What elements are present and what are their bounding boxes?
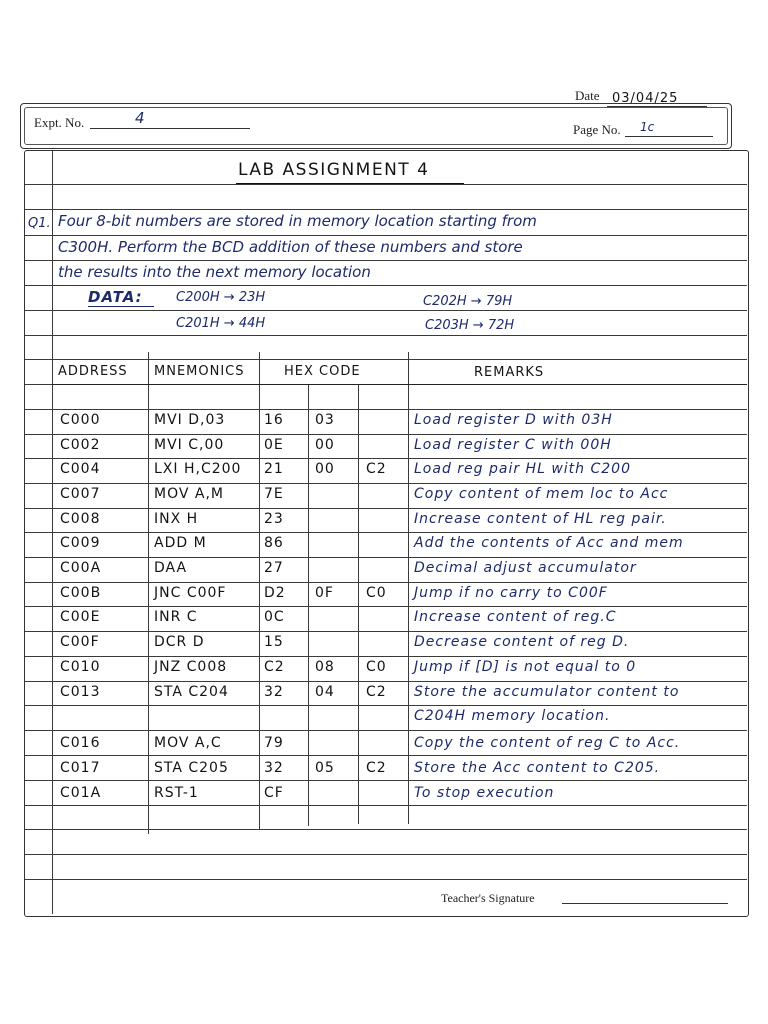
table-row: C00F DCR D 15 Decrease content of reg D.: [60, 634, 630, 650]
table-row: C009 ADD M 86 Add the contents of Acc and mem: [60, 535, 684, 551]
expt-label: Expt. No.: [34, 115, 85, 130]
header-address: ADDRESS: [58, 364, 128, 379]
header-hex-code: HEX CODE: [284, 364, 361, 379]
expt-underline: [90, 128, 250, 129]
data-entry-4: C203H → 72H: [425, 318, 515, 333]
title-underline: [236, 183, 464, 184]
table-row: C00A DAA 27 Decimal adjust accumulator: [60, 560, 637, 576]
data-entry-1: C200H → 23H: [176, 290, 266, 305]
expt-value: 4: [135, 109, 145, 127]
table-row: C204H memory location.: [414, 708, 611, 724]
page-label: Page No.: [573, 122, 621, 137]
date-underline: [607, 106, 707, 107]
table-row: C000 MVI D,03 16 03 Load register D with 03H: [60, 412, 613, 428]
data-label-underline: [88, 306, 154, 307]
table-row: C016 MOV A,C 79 Copy the content of reg C to Acc.: [60, 735, 681, 751]
header-box-inner: [24, 107, 728, 145]
header-remarks: REMARKS: [474, 365, 545, 380]
date-value: 03/04/25: [612, 91, 679, 106]
table-row: C01A RST-1 CF To stop execution: [60, 785, 555, 801]
page-value: 1c: [640, 120, 655, 134]
date-label: Date: [575, 88, 600, 103]
question-line-1: Four 8-bit numbers are stored in memory location starting from: [58, 212, 537, 230]
question-marker: Q1.: [28, 216, 51, 231]
header-mnemonics: MNEMONICS: [154, 364, 245, 379]
page-title: LAB ASSIGNMENT 4: [238, 160, 430, 180]
signature-underline: [562, 903, 728, 904]
data-entry-2: C201H → 44H: [176, 316, 266, 331]
teacher-signature-label: Teacher's Signature: [441, 891, 535, 905]
table-row: C010 JNZ C008 C2 08 C0 Jump if [D] is not equal to 0: [60, 659, 637, 675]
table-row: C00B JNC C00F D2 0F C0 Jump if no carry to C00F: [60, 585, 608, 601]
table-row: C007 MOV A,M 7E Copy content of mem loc to Acc: [60, 486, 669, 502]
data-label: DATA:: [88, 288, 143, 306]
table-row: C013 STA C204 32 04 C2 Store the accumulator content to: [60, 684, 680, 700]
table-row: C00E INR C 0C Increase content of reg.C: [60, 609, 617, 625]
question-line-3: the results into the next memory location: [58, 263, 371, 281]
table-row: C008 INX H 23 Increase content of HL reg pair.: [60, 511, 667, 527]
table-row: C004 LXI H,C200 21 00 C2 Load reg pair HL with C200: [60, 461, 631, 477]
question-line-2: C300H. Perform the BCD addition of these numbers and store: [58, 238, 523, 256]
page-underline: [625, 136, 713, 137]
table-row: C017 STA C205 32 05 C2 Store the Acc content to C205.: [60, 760, 661, 776]
data-entry-3: C202H → 79H: [423, 294, 513, 309]
table-row: C002 MVI C,00 0E 00 Load register C with 00H: [60, 437, 612, 453]
